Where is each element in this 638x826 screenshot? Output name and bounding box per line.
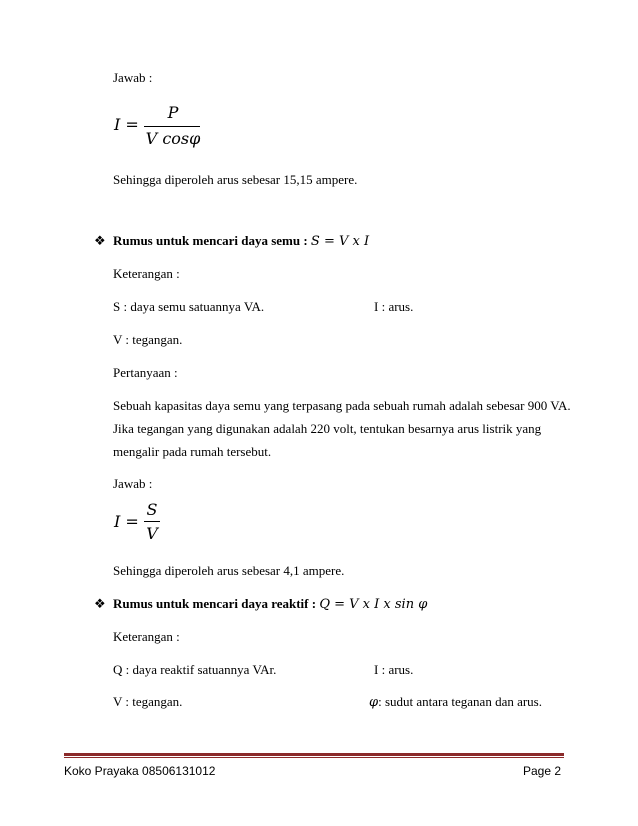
definition-v: V : tegangan. [113, 332, 183, 347]
formula-current-from-apparent-power [114, 500, 194, 550]
question-line: mengalir pada rumah tersebut. [113, 444, 272, 459]
description-label: Keterangan : [113, 629, 180, 644]
heading-text: Rumus untuk mencari daya reaktif : [113, 596, 320, 611]
question-line: Sebuah kapasitas daya semu yang terpasang pada sebuah rumah adalah sebesar 900 VA. [113, 398, 571, 413]
result-text: Sehingga diperoleh arus sebesar 15,15 ampere. [113, 172, 358, 187]
definition-i: I : arus. [374, 299, 414, 314]
formula-lhs: I = [114, 115, 139, 134]
fraction-bar [144, 126, 200, 127]
fraction-bar [144, 521, 160, 522]
question-label: Pertanyaan : [113, 365, 178, 380]
heading-formula: S = V x I [310, 234, 370, 249]
formula-numerator: S [146, 500, 158, 519]
formula-lhs: I = [114, 512, 139, 531]
heading-text: Rumus untuk mencari daya semu : [113, 233, 311, 248]
phi-symbol: φ [369, 695, 379, 710]
phi-definition: : sudut antara teganan dan arus. [378, 694, 542, 709]
formula-denominator: V [146, 524, 158, 543]
definition-v: V : tegangan. [113, 694, 183, 709]
heading-formula: Q = V x I x sin φ [319, 597, 428, 612]
section-heading-reactive-power [113, 596, 427, 613]
footer-rule [64, 753, 564, 756]
formula-denominator: V cosφ [145, 129, 201, 148]
description-label: Keterangan : [113, 266, 180, 281]
answer-label: Jawab : [113, 70, 153, 85]
result-text: Sehingga diperoleh arus sebesar 4,1 ampere. [113, 563, 345, 578]
definition-s: S : daya semu satuannya VA. [113, 299, 265, 314]
footer-rule-thin [64, 757, 564, 758]
definition-phi [369, 694, 542, 711]
diamond-bullet-icon: ❖ [94, 233, 106, 248]
question-line: Jika tegangan yang digunakan adalah 220 volt, tentukan besarnya arus listrik yang [113, 421, 542, 436]
section-heading-apparent-power [113, 233, 369, 250]
footer-author: Koko Prayaka 08506131012 [64, 764, 216, 778]
formula-current-from-power [114, 103, 214, 153]
definition-i: I : arus. [374, 662, 414, 677]
diamond-bullet-icon: ❖ [94, 596, 106, 611]
answer-label: Jawab : [113, 476, 153, 491]
formula-numerator: P [167, 103, 179, 122]
footer-page-number: Page 2 [523, 764, 562, 778]
definition-q: Q : daya reaktif satuannya VAr. [113, 662, 277, 677]
